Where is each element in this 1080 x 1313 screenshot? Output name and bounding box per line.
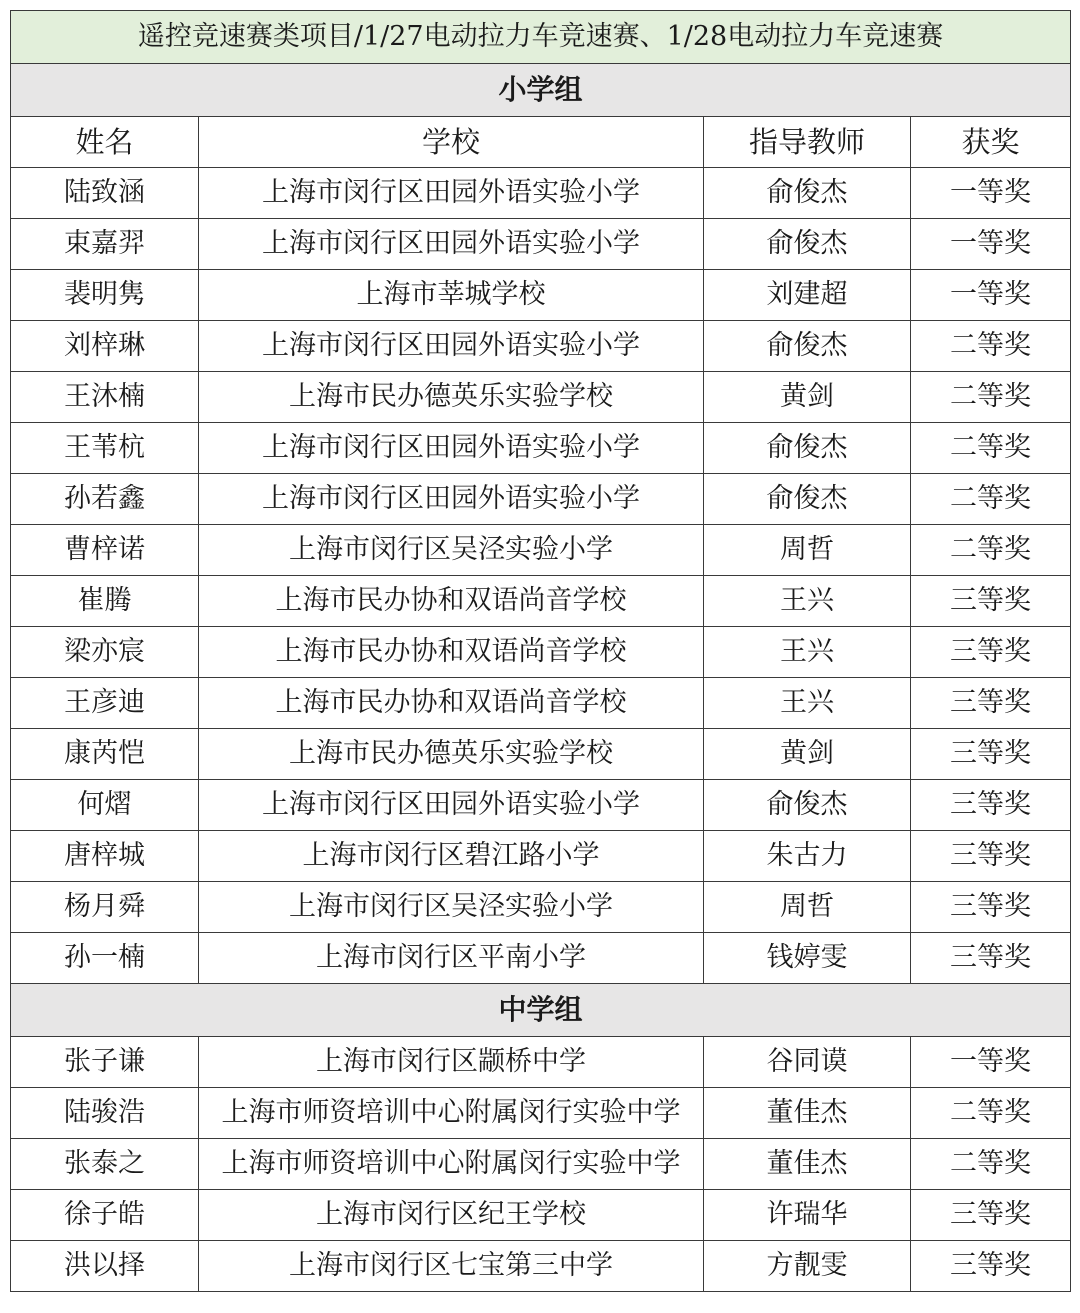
- cell-teacher: 俞俊杰: [704, 168, 911, 219]
- table-row: [11, 780, 1071, 831]
- cell-school: 上海市闵行区田园外语实验小学: [199, 219, 704, 270]
- table-row: [11, 423, 1071, 474]
- table-row: [11, 1088, 1071, 1139]
- cell-name: 孙若鑫: [11, 474, 199, 525]
- cell-award: 二等奖: [911, 372, 1071, 423]
- cell-teacher: 谷同谟: [704, 1037, 911, 1088]
- cell-name: 洪以择: [11, 1241, 199, 1292]
- cell-school: 上海市闵行区田园外语实验小学: [199, 423, 704, 474]
- table-row: [11, 474, 1071, 525]
- header-name: 姓名: [11, 117, 199, 168]
- cell-name: 王沐楠: [11, 372, 199, 423]
- table-row: [11, 831, 1071, 882]
- cell-school: 上海市闵行区吴泾实验小学: [199, 525, 704, 576]
- cell-school: 上海市民办德英乐实验学校: [199, 729, 704, 780]
- cell-school: 上海市闵行区平南小学: [199, 933, 704, 984]
- cell-school: 上海市莘城学校: [199, 270, 704, 321]
- cell-award: 二等奖: [911, 321, 1071, 372]
- cell-name: 陆致涵: [11, 168, 199, 219]
- cell-teacher: 王兴: [704, 627, 911, 678]
- cell-award: 一等奖: [911, 168, 1071, 219]
- table-row: [11, 1037, 1071, 1088]
- cell-name: 裴明隽: [11, 270, 199, 321]
- cell-school: 上海市闵行区七宝第三中学: [199, 1241, 704, 1292]
- table-row: [11, 576, 1071, 627]
- cell-teacher: 俞俊杰: [704, 321, 911, 372]
- cell-award: 二等奖: [911, 1088, 1071, 1139]
- cell-name: 唐梓城: [11, 831, 199, 882]
- cell-school: 上海市民办协和双语尚音学校: [199, 576, 704, 627]
- group-row-secondary: [11, 984, 1071, 1037]
- cell-award: 三等奖: [911, 1190, 1071, 1241]
- table-title: 遥控竞速赛类项目/1/27电动拉力车竞速赛、1/28电动拉力车竞速赛: [11, 11, 1071, 64]
- cell-name: 康芮恺: [11, 729, 199, 780]
- cell-school: 上海市闵行区田园外语实验小学: [199, 474, 704, 525]
- header-row: [11, 117, 1071, 168]
- table-row: [11, 1241, 1071, 1292]
- cell-teacher: 周哲: [704, 525, 911, 576]
- cell-school: 上海市闵行区田园外语实验小学: [199, 780, 704, 831]
- table-row: [11, 882, 1071, 933]
- table-row: [11, 933, 1071, 984]
- cell-school: 上海市师资培训中心附属闵行实验中学: [199, 1139, 704, 1190]
- cell-name: 张子谦: [11, 1037, 199, 1088]
- header-teacher: 指导教师: [704, 117, 911, 168]
- cell-school: 上海市民办协和双语尚音学校: [199, 627, 704, 678]
- group-title-primary: 小学组: [11, 64, 1071, 117]
- table-row: [11, 525, 1071, 576]
- cell-school: 上海市闵行区纪王学校: [199, 1190, 704, 1241]
- table-row: [11, 219, 1071, 270]
- cell-school: 上海市师资培训中心附属闵行实验中学: [199, 1088, 704, 1139]
- cell-teacher: 王兴: [704, 576, 911, 627]
- cell-award: 三等奖: [911, 780, 1071, 831]
- cell-award: 三等奖: [911, 882, 1071, 933]
- cell-teacher: 王兴: [704, 678, 911, 729]
- table-row: [11, 321, 1071, 372]
- table-row: [11, 627, 1071, 678]
- cell-award: 一等奖: [911, 270, 1071, 321]
- cell-school: 上海市民办德英乐实验学校: [199, 372, 704, 423]
- title-row: [11, 11, 1071, 64]
- cell-teacher: 钱婷雯: [704, 933, 911, 984]
- cell-school: 上海市闵行区碧江路小学: [199, 831, 704, 882]
- cell-school: 上海市闵行区吴泾实验小学: [199, 882, 704, 933]
- cell-name: 刘梓琳: [11, 321, 199, 372]
- cell-award: 二等奖: [911, 1139, 1071, 1190]
- cell-teacher: 黄剑: [704, 372, 911, 423]
- cell-teacher: 刘建超: [704, 270, 911, 321]
- cell-teacher: 周哲: [704, 882, 911, 933]
- cell-award: 一等奖: [911, 219, 1071, 270]
- table-row: [11, 168, 1071, 219]
- cell-name: 徐子皓: [11, 1190, 199, 1241]
- cell-name: 张泰之: [11, 1139, 199, 1190]
- cell-name: 曹梓诺: [11, 525, 199, 576]
- cell-name: 束嘉羿: [11, 219, 199, 270]
- cell-teacher: 黄剑: [704, 729, 911, 780]
- table-row: [11, 1139, 1071, 1190]
- table-row: [11, 270, 1071, 321]
- cell-name: 孙一楠: [11, 933, 199, 984]
- cell-teacher: 董佳杰: [704, 1088, 911, 1139]
- cell-teacher: 方靓雯: [704, 1241, 911, 1292]
- table-row: [11, 1190, 1071, 1241]
- cell-name: 梁亦宸: [11, 627, 199, 678]
- cell-award: 三等奖: [911, 627, 1071, 678]
- cell-award: 三等奖: [911, 729, 1071, 780]
- cell-teacher: 许瑞华: [704, 1190, 911, 1241]
- cell-name: 王彦迪: [11, 678, 199, 729]
- cell-name: 王苇杭: [11, 423, 199, 474]
- cell-school: 上海市闵行区田园外语实验小学: [199, 321, 704, 372]
- cell-name: 何熠: [11, 780, 199, 831]
- cell-award: 三等奖: [911, 576, 1071, 627]
- cell-award: 三等奖: [911, 678, 1071, 729]
- table-row: [11, 372, 1071, 423]
- header-school: 学校: [199, 117, 704, 168]
- cell-name: 陆骏浩: [11, 1088, 199, 1139]
- table-row: [11, 729, 1071, 780]
- cell-name: 杨月舜: [11, 882, 199, 933]
- cell-school: 上海市民办协和双语尚音学校: [199, 678, 704, 729]
- table-row: [11, 678, 1071, 729]
- cell-award: 二等奖: [911, 474, 1071, 525]
- cell-teacher: 董佳杰: [704, 1139, 911, 1190]
- cell-teacher: 俞俊杰: [704, 780, 911, 831]
- cell-award: 三等奖: [911, 831, 1071, 882]
- awards-table: [10, 10, 1071, 1292]
- cell-award: 一等奖: [911, 1037, 1071, 1088]
- cell-teacher: 朱古力: [704, 831, 911, 882]
- cell-school: 上海市闵行区颛桥中学: [199, 1037, 704, 1088]
- group-row-primary: [11, 64, 1071, 117]
- cell-teacher: 俞俊杰: [704, 423, 911, 474]
- cell-award: 三等奖: [911, 933, 1071, 984]
- cell-award: 二等奖: [911, 423, 1071, 474]
- cell-award: 二等奖: [911, 525, 1071, 576]
- cell-teacher: 俞俊杰: [704, 474, 911, 525]
- header-award: 获奖: [911, 117, 1071, 168]
- cell-school: 上海市闵行区田园外语实验小学: [199, 168, 704, 219]
- cell-teacher: 俞俊杰: [704, 219, 911, 270]
- cell-name: 崔腾: [11, 576, 199, 627]
- cell-award: 三等奖: [911, 1241, 1071, 1292]
- group-title-secondary: 中学组: [11, 984, 1071, 1037]
